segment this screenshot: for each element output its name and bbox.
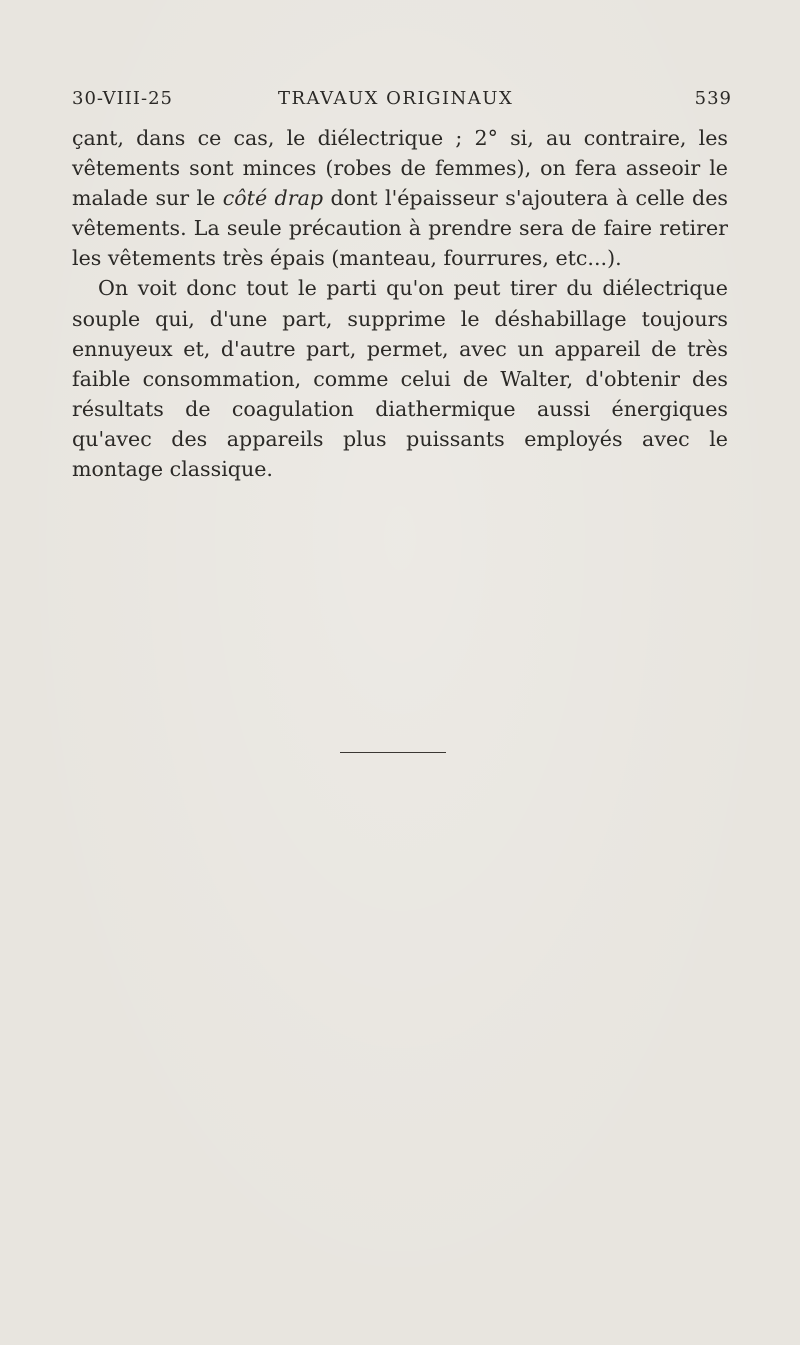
paragraph-1 xyxy=(72,123,728,273)
running-head xyxy=(72,88,732,116)
paragraph-2: On voit donc tout le parti qu'on peut tirer du diélectrique souple qui, d'une part, supprime le déshabillage toujours ennuyeux et, d'autre part, permet, avec un appareil de très faible consommation, comme celui de Walter, d'obtenir des résultats de coagulation diathermique aussi énergiques qu'avec des appareils plus puissants employés avec le montage classique. xyxy=(72,276,728,482)
section-end-rule xyxy=(340,752,446,753)
paragraph-1-text-b: dont l'épaisseur s'ajoutera à celle des vêtements. La seule précaution à prendre sera de faire retirer les vêtements très épais (manteau, fourrures, etc...). xyxy=(72,186,728,271)
page-number: 539 xyxy=(694,88,732,109)
paragraph-1-italic: côté drap xyxy=(222,186,324,211)
body-text xyxy=(72,123,728,484)
header-section-title: TRAVAUX ORIGINAUX xyxy=(278,88,514,109)
header-date: 30-VIII-25 xyxy=(72,88,173,109)
paragraph-1-text-a: çant, dans ce cas, le diélectrique ; 2° si, au contraire, les vêtements sont minces (robes de femmes), on fera asseoir le malade sur le xyxy=(72,126,728,211)
